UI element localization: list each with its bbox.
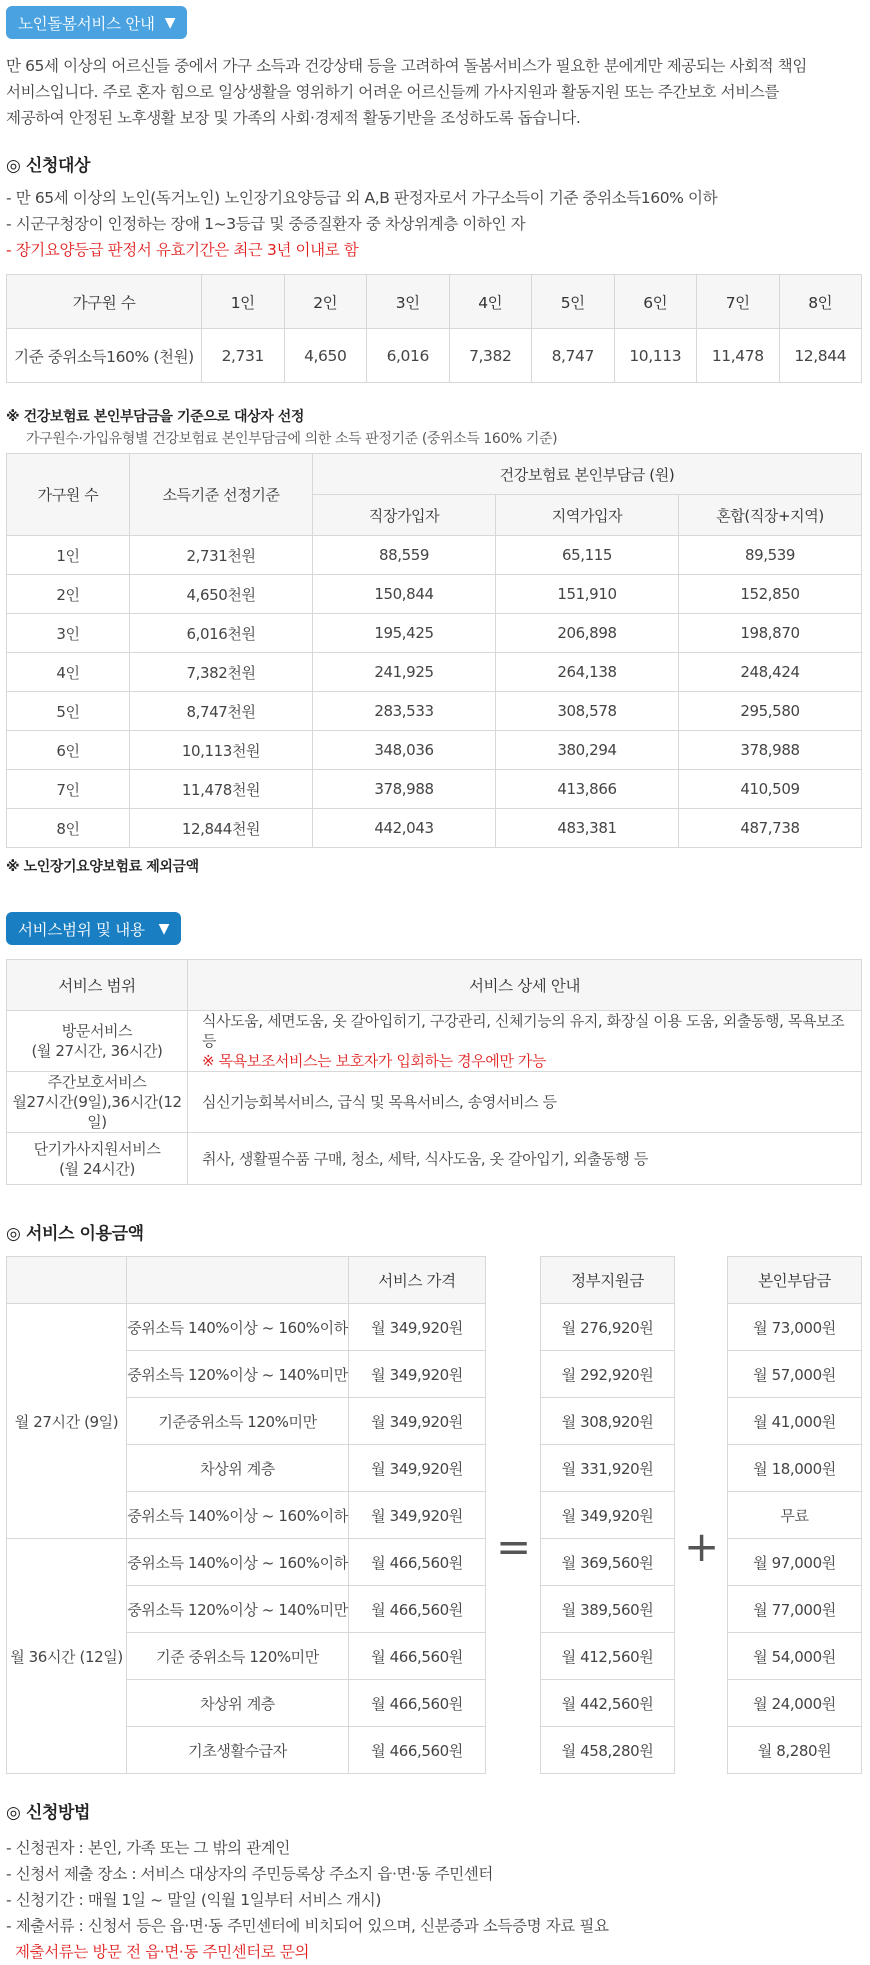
- fees-gov: 월 458,280원: [541, 1727, 675, 1774]
- service-detail: 취사, 생활필수품 구매, 청소, 세탁, 식사도움, 옷 갈아입기, 외출동행 등: [188, 1133, 862, 1185]
- fees-price: 월 466,560원: [349, 1633, 486, 1680]
- service-name-line: (월 27시간, 36시간): [31, 1042, 163, 1060]
- fees-price: 월 349,920원: [349, 1304, 486, 1351]
- fees-group-label: 월 27시간 (9일): [7, 1304, 127, 1539]
- fees-tier: 차상위 계층: [127, 1445, 349, 1492]
- fees-tier: 기준 중위소득 120%미만: [127, 1633, 349, 1680]
- insurance-footnote: ※ 노인장기요양보험료 제외금액: [6, 859, 199, 875]
- fees-self-row: [728, 1539, 862, 1586]
- fees-gov-row: [541, 1445, 675, 1492]
- insurance-mixed: 198,870: [679, 614, 862, 653]
- insurance-members: 6인: [7, 731, 130, 770]
- income-table-header-row: [7, 275, 862, 329]
- income-value: 8,747: [532, 329, 615, 383]
- fees-gov: 월 331,920원: [541, 1445, 675, 1492]
- equals-sign: =: [496, 1522, 532, 1571]
- insurance-mixed: 295,580: [679, 692, 862, 731]
- fees-self-row: [728, 1727, 862, 1774]
- fees-self-row: [728, 1445, 862, 1492]
- fees-self-row: [728, 1680, 862, 1727]
- insurance-income: 2,731천원: [130, 536, 313, 575]
- fees-price: 월 466,560원: [349, 1727, 486, 1774]
- insurance-rows: [7, 536, 862, 848]
- insurance-subheader: 혼합(직장+지역): [679, 495, 862, 536]
- fees-gov: 월 389,560원: [541, 1586, 675, 1633]
- insurance-income: 8,747천원: [130, 692, 313, 731]
- fees-gov: 월 349,920원: [541, 1492, 675, 1539]
- intro-tab-text: 노인돌봄서비스 안내: [18, 14, 155, 33]
- intro-line: 만 65세 이상의 어르신들 중에서 가구 소득과 건강상태 등을 고려하여 돌봄서비스가 필요한 분에게만 제공되는 사회적 책임: [6, 57, 807, 75]
- insurance-subheader: 지역가입자: [496, 495, 679, 536]
- fees-price: 월 466,560원: [349, 1680, 486, 1727]
- fees-self: 월 18,000원: [728, 1445, 862, 1492]
- fees-gov-row: [541, 1633, 675, 1680]
- insurance-mixed: 89,539: [679, 536, 862, 575]
- insurance-regional: 380,294: [496, 731, 679, 770]
- service-detail: [188, 1011, 862, 1072]
- fees-gov: 월 308,920원: [541, 1398, 675, 1445]
- insurance-mixed: 487,738: [679, 809, 862, 848]
- fees-price: 월 466,560원: [349, 1586, 486, 1633]
- fees-self: 월 77,000원: [728, 1586, 862, 1633]
- fees-self: 월 57,000원: [728, 1351, 862, 1398]
- eligibility-heading: ◎ 신청대상: [6, 156, 91, 176]
- insurance-regional: 413,866: [496, 770, 679, 809]
- service-row: [7, 1011, 862, 1072]
- fees-price: 월 349,920원: [349, 1351, 486, 1398]
- fees-self-row: [728, 1351, 862, 1398]
- insurance-mixed: 378,988: [679, 731, 862, 770]
- insurance-members: 1인: [7, 536, 130, 575]
- income-table: [6, 274, 862, 383]
- fees-price: 월 466,560원: [349, 1539, 486, 1586]
- income-header-cell: 8인: [779, 275, 862, 329]
- income-row-label: 기준 중위소득160% (천원): [7, 329, 202, 383]
- insurance-header-row: [7, 454, 862, 495]
- fees-tier: 중위소득 120%이상 ~ 140%미만: [127, 1586, 349, 1633]
- income-value: 12,844: [779, 329, 862, 383]
- insurance-income: 7,382천원: [130, 653, 313, 692]
- fees-row: [7, 1539, 486, 1586]
- service-name: [7, 1011, 188, 1072]
- insurance-subheader: 직장가입자: [313, 495, 496, 536]
- insurance-income: 11,478천원: [130, 770, 313, 809]
- insurance-income: 10,113천원: [130, 731, 313, 770]
- fees-self: 월 24,000원: [728, 1680, 862, 1727]
- service-row: [7, 1133, 862, 1185]
- insurance-row: [7, 536, 862, 575]
- insurance-row: [7, 653, 862, 692]
- intro-tab-label[interactable]: [6, 6, 187, 39]
- income-value: 2,731: [202, 329, 285, 383]
- service-table: [6, 959, 862, 1185]
- application-heading: ◎ 신청방법: [6, 1803, 91, 1823]
- insurance-income: 6,016천원: [130, 614, 313, 653]
- fees-gov-row: [541, 1539, 675, 1586]
- eligibility-item: - 시군구청장이 인정하는 장애 1~3등급 및 중증질환자 중 차상위계층 이하인 자: [6, 215, 526, 233]
- service-name: [7, 1072, 188, 1133]
- fees-tier: 중위소득 140%이상 ~ 160%이하: [127, 1539, 349, 1586]
- insurance-employee: 283,533: [313, 692, 496, 731]
- fees-self-row: [728, 1398, 862, 1445]
- insurance-note-title: ※ 건강보험료 본인부담금을 기준으로 대상자 선정: [6, 409, 305, 425]
- service-tab-label[interactable]: [6, 912, 181, 945]
- fees-self: 무료: [728, 1492, 862, 1539]
- insurance-members: 8인: [7, 809, 130, 848]
- income-header-cell: 3인: [367, 275, 450, 329]
- fees-self-row: [728, 1633, 862, 1680]
- fees-gov-row: [541, 1351, 675, 1398]
- eligibility-item: - 만 65세 이상의 노인(독거노인) 노인장기요양등급 외 A,B 판정자로서 가구소득이 기준 중위소득160% 이하: [6, 189, 718, 207]
- insurance-employee: 348,036: [313, 731, 496, 770]
- service-name: [7, 1133, 188, 1185]
- application-item: - 신청서 제출 장소 : 서비스 대상자의 주민등록상 주소지 읍·면·동 주민센터: [6, 1865, 493, 1883]
- insurance-income: 12,844천원: [130, 809, 313, 848]
- insurance-members: 2인: [7, 575, 130, 614]
- fees-group-label: 월 36시간 (12일): [7, 1539, 127, 1774]
- fees-header-price: 서비스 가격: [349, 1257, 486, 1304]
- service-header-row: [7, 960, 862, 1011]
- fees-gov: 월 412,560원: [541, 1633, 675, 1680]
- service-detail: 심신기능회복서비스, 급식 및 목욕서비스, 송영서비스 등: [188, 1072, 862, 1133]
- application-item-warning: 제출서류는 방문 전 읍·면·동 주민센터로 문의: [6, 1943, 310, 1961]
- fees-header-self: 본인부담금: [728, 1257, 862, 1304]
- service-name-line: (월 24시간): [59, 1159, 135, 1178]
- fees-gov-row: [541, 1492, 675, 1539]
- triangle-down-icon: ▼: [158, 920, 170, 937]
- insurance-employee: 241,925: [313, 653, 496, 692]
- fees-price-table: [6, 1256, 486, 1774]
- fees-gov-row: [541, 1680, 675, 1727]
- fees-self-table: [727, 1256, 862, 1774]
- fees-tier: 기준중위소득 120%미만: [127, 1398, 349, 1445]
- fees-gov-header-row: [541, 1257, 675, 1304]
- income-header-cell: 가구원 수: [7, 275, 202, 329]
- fees-gov: 월 276,920원: [541, 1304, 675, 1351]
- application-item: - 신청권자 : 본인, 가족 또는 그 밖의 관계인: [6, 1839, 290, 1857]
- service-header-cell: 서비스 상세 안내: [188, 960, 862, 1011]
- fees-heading: ◎ 서비스 이용금액: [6, 1224, 144, 1244]
- fees-gov-row: [541, 1304, 675, 1351]
- fees-tier: 기초생활수급자: [127, 1727, 349, 1774]
- fees-tier: 중위소득 140%이상 ~ 160%이하: [127, 1492, 349, 1539]
- application-item: - 신청기간 : 매월 1일 ~ 말일 (익월 1일부터 서비스 개시): [6, 1891, 381, 1909]
- fees-self: 월 41,000원: [728, 1398, 862, 1445]
- income-value: 6,016: [367, 329, 450, 383]
- insurance-income: 4,650천원: [130, 575, 313, 614]
- service-header-cell: 서비스 범위: [7, 960, 188, 1011]
- insurance-members: 3인: [7, 614, 130, 653]
- service-row: [7, 1072, 862, 1133]
- fees-gov: 월 292,920원: [541, 1351, 675, 1398]
- fees-self: 월 8,280원: [728, 1727, 862, 1774]
- fees-area: [6, 1256, 862, 1786]
- insurance-header-members: 가구원 수: [7, 454, 130, 536]
- service-detail-warning: ※ 목욕보조서비스는 보호자가 입회하는 경우에만 가능: [202, 1052, 546, 1070]
- insurance-employee: 378,988: [313, 770, 496, 809]
- insurance-regional: 264,138: [496, 653, 679, 692]
- fees-self-rows: [728, 1304, 862, 1774]
- fees-gov: 월 442,560원: [541, 1680, 675, 1727]
- eligibility-item-warning: - 장기요양등급 판정서 유효기간은 최근 3년 이내로 함: [6, 241, 359, 259]
- intro-line: 서비스입니다. 주로 혼자 힘으로 일상생활을 영위하기 어려운 어르신들께 가사지원과 활동지원 또는 주간보호 서비스를: [6, 83, 779, 101]
- income-header-cell: 5인: [532, 275, 615, 329]
- insurance-members: 7인: [7, 770, 130, 809]
- insurance-row: [7, 731, 862, 770]
- application-list: [6, 1835, 862, 1965]
- fees-header-gov: 정부지원금: [541, 1257, 675, 1304]
- fees-rows: [7, 1304, 486, 1774]
- service-name-line: 방문서비스: [61, 1022, 133, 1040]
- fees-gov-row: [541, 1727, 675, 1774]
- fees-self-row: [728, 1586, 862, 1633]
- insurance-members: 5인: [7, 692, 130, 731]
- intro-paragraph: [6, 53, 862, 131]
- insurance-header-income: 소득기준 선정기준: [130, 454, 313, 536]
- insurance-row: [7, 692, 862, 731]
- fees-self-row: [728, 1492, 862, 1539]
- fees-header-empty: [7, 1257, 127, 1304]
- service-name-line: 단기가사지원서비스: [33, 1139, 161, 1158]
- fees-tier: 중위소득 120%이상 ~ 140%미만: [127, 1351, 349, 1398]
- insurance-regional: 483,381: [496, 809, 679, 848]
- income-table-row: [7, 329, 862, 383]
- income-value: 4,650: [284, 329, 367, 383]
- insurance-employee: 442,043: [313, 809, 496, 848]
- income-header-cell: 6인: [614, 275, 697, 329]
- service-name-line: 월27시간(9일),36시간(12일): [12, 1093, 182, 1131]
- insurance-row: [7, 770, 862, 809]
- fees-price: 월 349,920원: [349, 1492, 486, 1539]
- insurance-employee: 195,425: [313, 614, 496, 653]
- application-item: - 제출서류 : 신청서 등은 읍·면·동 주민센터에 비치되어 있으며, 신분증과 소득증명 자료 필요: [6, 1917, 609, 1935]
- fees-gov-row: [541, 1398, 675, 1445]
- fees-tier: 차상위 계층: [127, 1680, 349, 1727]
- eligibility-list: [6, 185, 862, 263]
- income-value: 10,113: [614, 329, 697, 383]
- insurance-employee: 150,844: [313, 575, 496, 614]
- fees-tier: 중위소득 140%이상 ~ 160%이하: [127, 1304, 349, 1351]
- fees-row: [7, 1304, 486, 1351]
- insurance-employee: 88,559: [313, 536, 496, 575]
- income-header-cell: 1인: [202, 275, 285, 329]
- fees-self: 월 97,000원: [728, 1539, 862, 1586]
- service-tab-text: 서비스범위 및 내용: [18, 920, 145, 939]
- fees-price: 월 349,920원: [349, 1445, 486, 1492]
- insurance-regional: 308,578: [496, 692, 679, 731]
- fees-gov-row: [541, 1586, 675, 1633]
- fees-gov-rows: [541, 1304, 675, 1774]
- fees-self-header-row: [728, 1257, 862, 1304]
- income-header-cell: 4인: [449, 275, 532, 329]
- insurance-regional: 151,910: [496, 575, 679, 614]
- insurance-mixed: 410,509: [679, 770, 862, 809]
- triangle-down-icon: ▼: [164, 14, 176, 31]
- fees-self-row: [728, 1304, 862, 1351]
- service-name-line: 주간보호서비스: [47, 1073, 147, 1091]
- fees-self: 월 54,000원: [728, 1633, 862, 1680]
- income-header-cell: 2인: [284, 275, 367, 329]
- fees-header-row: [7, 1257, 486, 1304]
- insurance-members: 4인: [7, 653, 130, 692]
- fees-gov-table: [540, 1256, 675, 1774]
- insurance-table: [6, 453, 862, 848]
- insurance-regional: 65,115: [496, 536, 679, 575]
- insurance-row: [7, 614, 862, 653]
- insurance-row: [7, 575, 862, 614]
- insurance-header-group: 건강보험료 본인부담금 (원): [313, 454, 862, 495]
- insurance-mixed: 248,424: [679, 653, 862, 692]
- insurance-note-sub: 가구원수·가입유형별 건강보험료 본인부담금에 의한 소득 판정기준 (중위소득 160% 기준): [26, 431, 558, 447]
- fees-gov: 월 369,560원: [541, 1539, 675, 1586]
- insurance-regional: 206,898: [496, 614, 679, 653]
- income-value: 7,382: [449, 329, 532, 383]
- fees-price: 월 349,920원: [349, 1398, 486, 1445]
- service-detail-text: 식사도움, 세면도움, 옷 갈아입히기, 구강관리, 신체기능의 유지, 화장실 이용 도움, 외출동행, 목욕보조 등: [202, 1012, 845, 1050]
- insurance-mixed: 152,850: [679, 575, 862, 614]
- insurance-row: [7, 809, 862, 848]
- intro-line: 제공하여 안정된 노후생활 보장 및 가족의 사회·경제적 활동기반을 조성하도록 돕습니다.: [6, 109, 581, 127]
- fees-header-empty: [127, 1257, 349, 1304]
- income-header-cell: 7인: [697, 275, 780, 329]
- fees-self: 월 73,000원: [728, 1304, 862, 1351]
- income-value: 11,478: [697, 329, 780, 383]
- plus-sign: +: [684, 1522, 720, 1571]
